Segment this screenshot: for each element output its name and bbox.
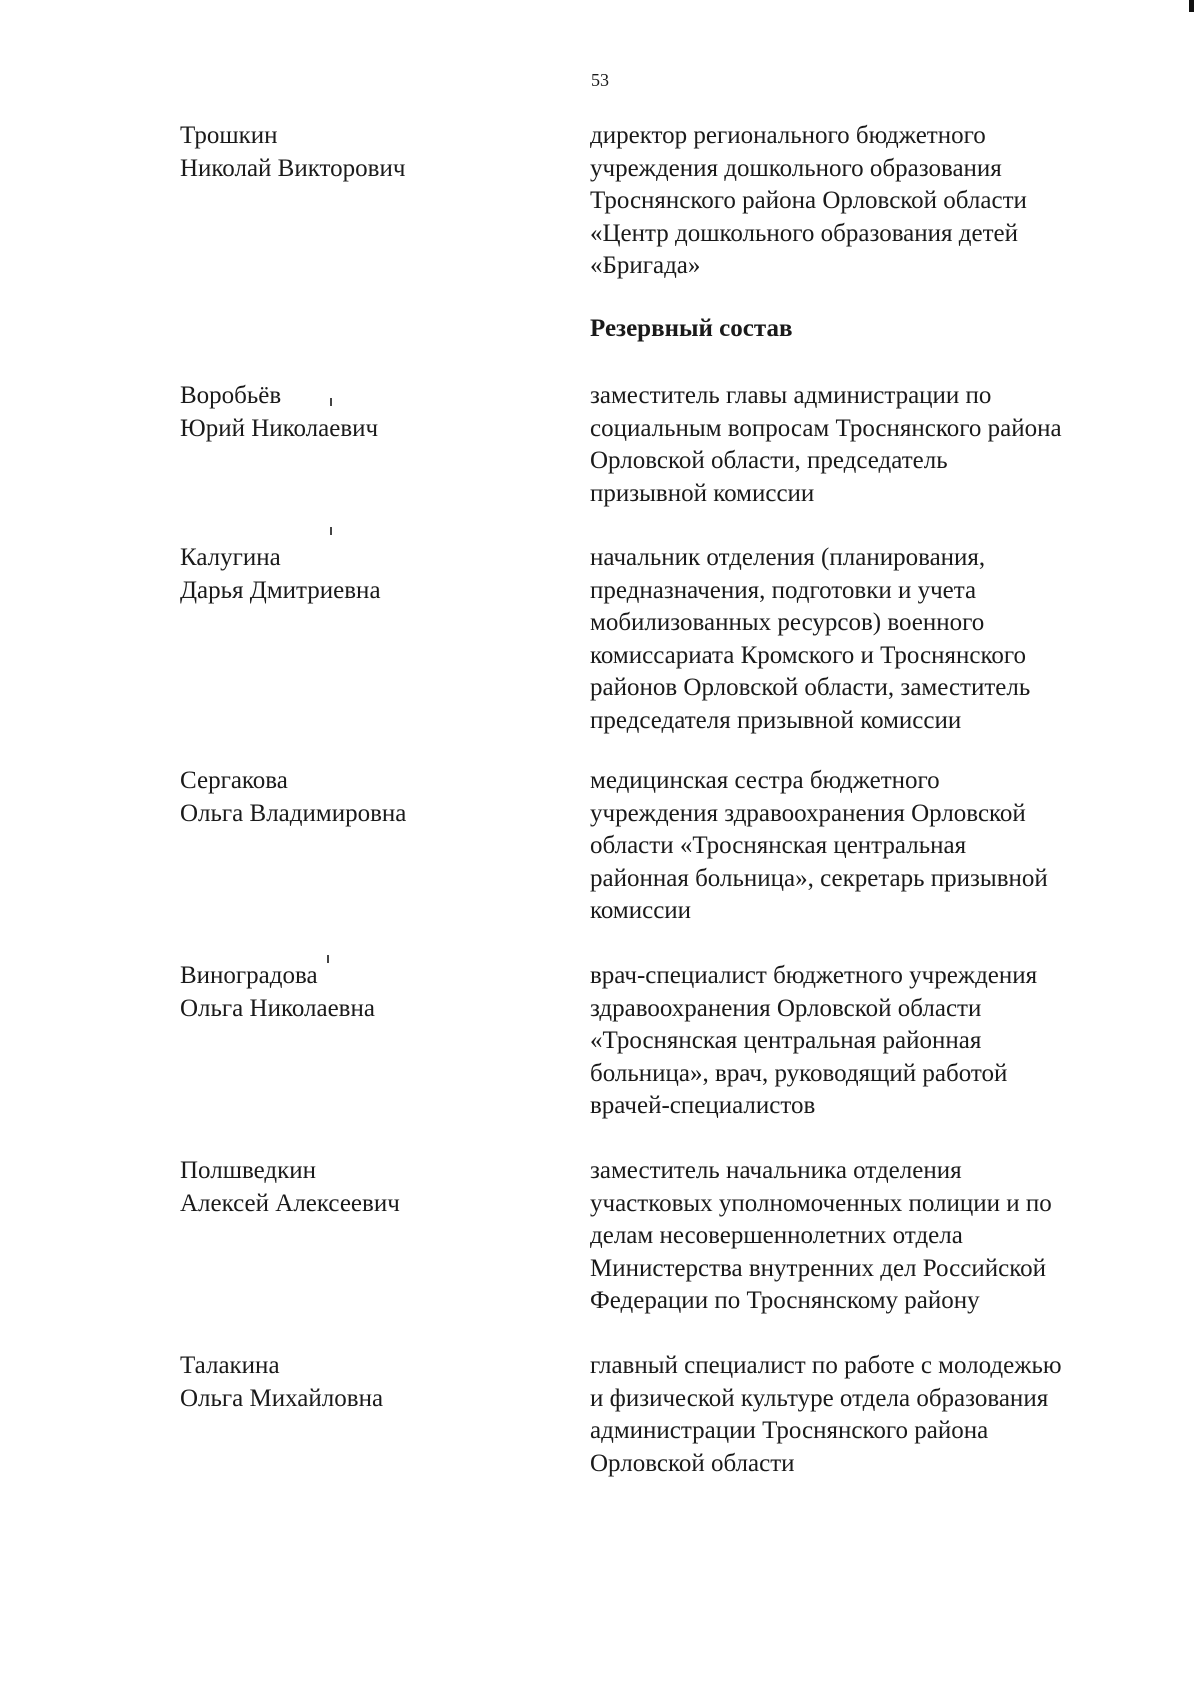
member-given-names: Алексей Алексеевич [180,1189,400,1217]
page-number: 53 [591,70,609,90]
member-position: начальник отделения (планирования, предназначения, подготовки и учета мобилизованных ресурсов) военного комиссариата Кромского и Троснянского районов Орловской области, заместитель председателя призывной комиссии [590,544,1031,734]
member-surname: Полшведкин [180,1157,316,1184]
member-position: заместитель главы администрации по социальным вопросам Троснянского района Орловской области, председатель призывной комиссии [590,382,1062,507]
member-surname: Трошкин [180,122,278,149]
scan-mark [327,955,329,963]
member-given-names: Ольга Михайловна [180,1384,384,1412]
member-surname: Воробьёв [180,382,282,409]
member-name [180,380,560,445]
member-given-names: Юрий Николаевич [180,414,379,442]
member-surname: Виноградова [180,962,318,989]
member-given-names: Дарья Дмитриевна [180,576,381,604]
member-name [180,960,560,1025]
section-heading: Резервный состав [590,315,793,342]
scan-edge-mark [1189,0,1194,12]
member-name [180,120,560,185]
member-position: главный специалист по работе с молодежью и физической культуре отдела образования администрации Троснянского района Орловской области [590,1352,1062,1477]
member-position: директор регионального бюджетного учреждения дошкольного образования Троснянского района Орловской области «Центр дошкольного образования детей «Бригада» [590,122,1027,279]
member-given-names: Николай Викторович [180,154,406,182]
member-position: заместитель начальника отделения участковых уполномоченных полиции и по делам несовершеннолетних отдела Министерства внутренних дел Российской Федерации по Троснянскому району [590,1157,1052,1314]
member-name [180,1350,560,1415]
member-name [180,1155,560,1220]
member-name [180,765,560,830]
member-position: медицинская сестра бюджетного учреждения здравоохранения Орловской области «Троснянская центральная районная больница», секретарь призывной комиссии [590,767,1048,924]
member-name [180,542,560,607]
member-given-names: Ольга Николаевна [180,994,375,1022]
member-surname: Калугина [180,544,281,571]
member-surname: Талакина [180,1352,280,1379]
scan-mark [330,527,332,535]
member-given-names: Ольга Владимировна [180,799,407,827]
member-surname: Сергакова [180,767,288,794]
member-position: врач-специалист бюджетного учреждения здравоохранения Орловской области «Троснянская центральная районная больница», врач, руководящий работой врачей-специалистов [590,962,1038,1119]
scan-mark [330,398,332,406]
